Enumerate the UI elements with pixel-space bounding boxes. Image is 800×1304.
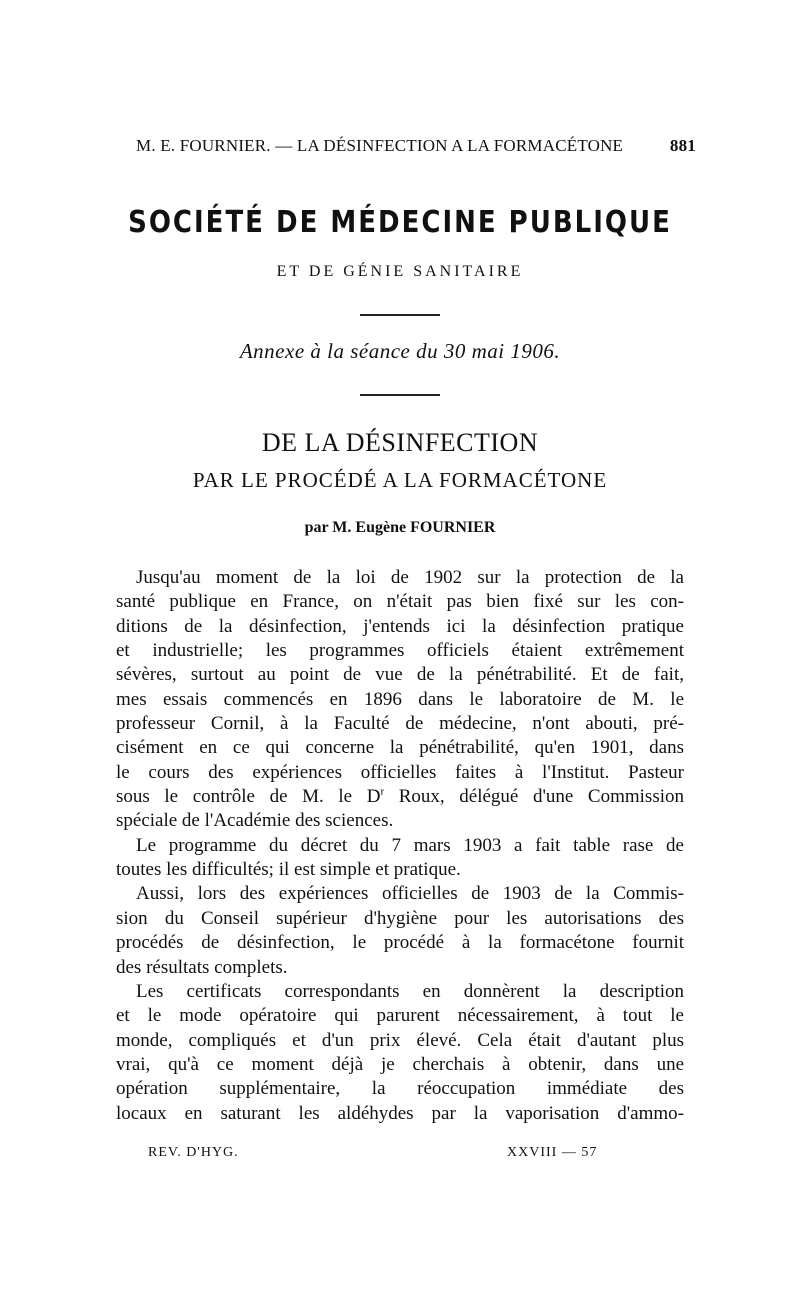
article-title: DE LA DÉSINFECTION bbox=[261, 428, 539, 457]
body-line: sion du Conseil supérieur d'hygiène pour les autorisations des bbox=[116, 907, 684, 929]
body-line: Le programme du décret du 7 mars 1903 a fait table rase de bbox=[136, 834, 684, 856]
body-line: toutes les difficultés; il est simple et pratique. bbox=[116, 859, 461, 881]
body-line: Les certificats correspondants en donnèrent la description bbox=[136, 980, 684, 1002]
society-subheading: ET DE GÉNIE SANITAIRE bbox=[276, 263, 524, 280]
body-line: professeur Cornil, à la Faculté de médecine, n'ont abouti, pré- bbox=[116, 713, 684, 735]
body-line: spéciale de l'Académie des sciences. bbox=[116, 810, 394, 832]
footer-journal: REV. D'HYG. bbox=[148, 1145, 239, 1160]
body-line: opération supplémentaire, la réoccupation immédiate des bbox=[116, 1078, 684, 1100]
page-number: 881 bbox=[669, 136, 696, 155]
body-line: santé publique en France, on n'était pas bien fixé sur les con- bbox=[116, 591, 684, 613]
body-line: Jusqu'au moment de la loi de 1902 sur la protection de la bbox=[136, 567, 684, 588]
body-line: et industrielle; les programmes officiels étaient extrêmement bbox=[116, 640, 684, 662]
body-line: cisément en ce qui concerne la pénétrabilité, qu'en 1901, dans bbox=[116, 737, 684, 759]
body-line: procédés de désinfection, le procédé à la formacétone fournit bbox=[116, 932, 684, 954]
body-line: monde, compliqués et d'un prix élevé. Cela était d'autant plus bbox=[116, 1029, 684, 1051]
superscript: r bbox=[380, 785, 385, 798]
body-line: vrai, qu'à ce moment déjà je cherchais à obtenir, dans une bbox=[116, 1053, 684, 1075]
body-line-start: sous le contrôle de M. le D bbox=[116, 786, 381, 808]
article-subtitle: PAR LE PROCÉDÉ A LA FORMACÉTONE bbox=[192, 468, 608, 492]
body-line: et le mode opératoire qui parurent nécessairement, à tout le bbox=[116, 1005, 684, 1027]
divider-rule bbox=[360, 394, 440, 396]
society-heading: SOCIÉTÉ DE MÉDECINE PUBLIQUE bbox=[128, 205, 672, 241]
running-head-text: M. E. FOURNIER. — LA DÉSINFECTION A LA FORMACÉTONE bbox=[136, 136, 624, 155]
body-line: Aussi, lors des expériences officielles de 1903 de la Commis- bbox=[136, 883, 684, 905]
body-line: des résultats complets. bbox=[116, 956, 288, 978]
body-line: locaux en saturant les aldéhydes par la vaporisation d'ammo- bbox=[116, 1102, 684, 1124]
body-line bbox=[116, 785, 684, 809]
body-line: le cours des expériences officielles faites à l'Institut. Pasteur bbox=[116, 761, 684, 783]
body-line-end: Roux, délégué d'une Commission bbox=[384, 786, 684, 808]
article-body bbox=[116, 566, 684, 1126]
divider-rule bbox=[360, 314, 440, 316]
running-head bbox=[136, 136, 696, 156]
footer-volume: XXVIII — 57 bbox=[507, 1145, 598, 1160]
annex-line: Annexe à la séance du 30 mai 1906. bbox=[239, 339, 561, 363]
body-line: mes essais commencés en 1896 dans le laboratoire de M. le bbox=[116, 688, 684, 710]
body-line: sévères, surtout au point de vue de la pénétrabilité. Et de fait, bbox=[116, 664, 684, 686]
body-line: ditions de la désinfection, j'entends ici la désinfection pratique bbox=[116, 615, 684, 637]
author-byline: par M. Eugène FOURNIER bbox=[304, 519, 496, 536]
